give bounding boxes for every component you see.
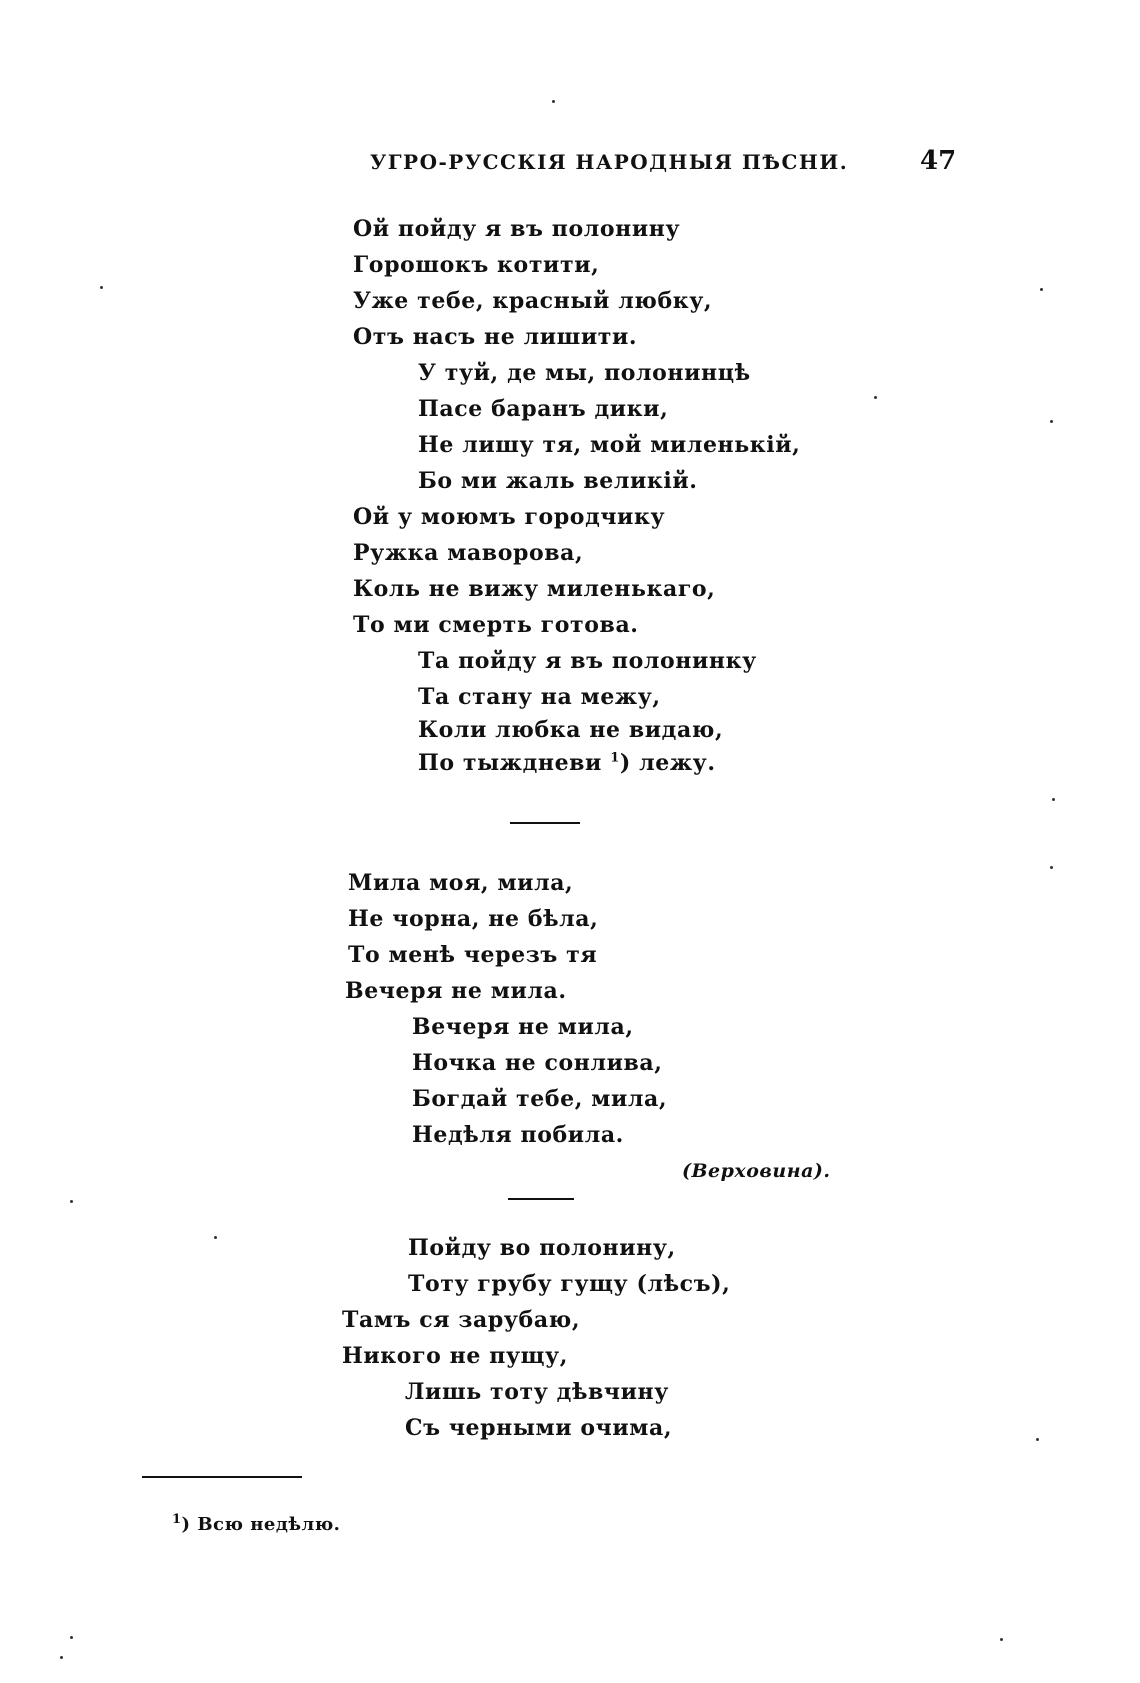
section-divider: [510, 822, 580, 824]
poem-line: Коль не вижу миленькаго,: [353, 576, 716, 602]
scan-speck: [214, 1236, 217, 1239]
scan-speck: [552, 100, 555, 103]
poem-line: Та стану на межу,: [418, 684, 661, 710]
scan-speck: [874, 396, 877, 399]
poem-line: Ружка маворова,: [353, 540, 584, 566]
section-divider: [508, 1198, 574, 1200]
poem-line: Ой у моюмъ городчику: [353, 504, 666, 530]
scan-speck: [70, 1200, 73, 1203]
poem-line: Ой пойду я въ полонину: [353, 216, 681, 242]
poem-line: Вечеря не мила,: [412, 1014, 634, 1040]
scan-speck: [70, 1636, 73, 1639]
poem-line: То менѣ черезъ тя: [348, 942, 598, 968]
scan-speck: [1052, 798, 1055, 801]
poem-line: Бо ми жаль великій.: [418, 468, 698, 494]
poem-line: Ночка не сонлива,: [412, 1050, 663, 1076]
footnote: [172, 1512, 340, 1535]
attribution: (Верховина).: [682, 1160, 831, 1182]
poem-line: Тамъ ся зарубаю,: [342, 1307, 581, 1333]
poem-line: Мила моя, мила,: [348, 870, 574, 896]
footnote-separator: [142, 1476, 302, 1478]
poem-line: То ми смерть готова.: [353, 612, 639, 638]
poem-line: Тоту грубу гущу (лѣсъ),: [408, 1271, 731, 1297]
poem-line: Съ черными очима,: [405, 1415, 673, 1441]
scan-speck: [1000, 1638, 1003, 1641]
poem-line: Лишь тоту дѣвчину: [405, 1379, 669, 1405]
poem-line: Та пойду я въ полонинку: [418, 648, 757, 674]
poem-line: Уже тебе, красный любку,: [353, 288, 713, 314]
poem-line: Отъ насъ не лишити.: [353, 324, 638, 350]
scan-speck: [1040, 288, 1043, 291]
scan-speck: [1050, 866, 1053, 869]
poem-line: Никого не пущу,: [342, 1343, 568, 1369]
page-number: 47: [920, 146, 957, 176]
poem-line: Горошокъ котити,: [353, 252, 600, 278]
poem-line: Недѣля побила.: [412, 1122, 624, 1148]
scan-speck: [1050, 420, 1053, 423]
poem-line: Пасе баранъ дики,: [418, 396, 669, 422]
scan-speck: [1036, 1438, 1039, 1441]
poem-line: Пойду во полонину,: [408, 1235, 676, 1261]
scan-speck: [60, 1656, 63, 1659]
poem-line: Богдай тебе, мила,: [412, 1086, 668, 1112]
poem-line-text: ) лежу.: [619, 750, 716, 776]
footnote-reference: 1: [610, 750, 620, 766]
poem-line: Не лишу тя, мой миленькій,: [418, 432, 801, 458]
poem-line: У туй, де мы, полонинцѣ: [418, 360, 751, 386]
footnote-mark: 1: [172, 1512, 182, 1527]
poem-line: Коли любка не видаю,: [418, 717, 724, 743]
scan-speck: [100, 286, 103, 289]
poem-line: Не чорна, не бѣла,: [348, 906, 599, 932]
footnote-text: ) Всю недѣлю.: [181, 1514, 341, 1535]
poem-line: Вечеря не мила.: [345, 978, 567, 1004]
poem-line: [418, 750, 716, 776]
poem-line-text: По тыждневи: [418, 750, 611, 776]
running-title: УГРО-РУССКІЯ НАРОДНЫЯ ПѢСНИ.: [370, 150, 849, 174]
